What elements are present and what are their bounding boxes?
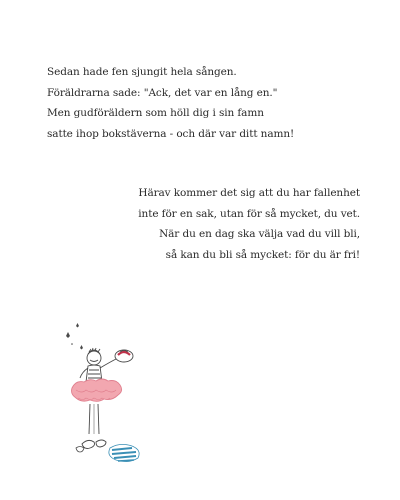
legs-icon <box>89 404 99 434</box>
sparkle-icon <box>66 323 83 350</box>
girl-in-tutu-illustration <box>58 318 168 468</box>
verse-stanza-2 <box>138 183 360 265</box>
tutu-icon <box>72 379 122 401</box>
shoes-icon <box>82 440 106 449</box>
verse-stanza-1 <box>47 62 294 144</box>
head-icon <box>87 348 101 365</box>
verse-line: satte ihop bokstäverna - och där var ditt namn! <box>47 127 295 140</box>
verse-line: så kan du bli så mycket: för du är fri! <box>165 248 360 261</box>
hat-icon <box>115 350 133 362</box>
verse-line: Sedan hade fen sjungit hela sången. <box>47 66 237 78</box>
verse-line: Föräldrarna sade: "Ack, det var en lång en." <box>47 86 278 99</box>
verse-line: inte för en sak, utan för så mycket, du vet. <box>138 207 360 220</box>
verse-line: Men gudföräldern som höll dig i sin famn <box>47 107 264 119</box>
small-object-icon <box>76 447 84 453</box>
striped-cloth-icon <box>109 444 139 461</box>
verse-line: När du en dag ska välja vad du vill bli, <box>159 228 360 240</box>
verse-line: Härav kommer det sig att du har fallenhet <box>138 187 360 199</box>
